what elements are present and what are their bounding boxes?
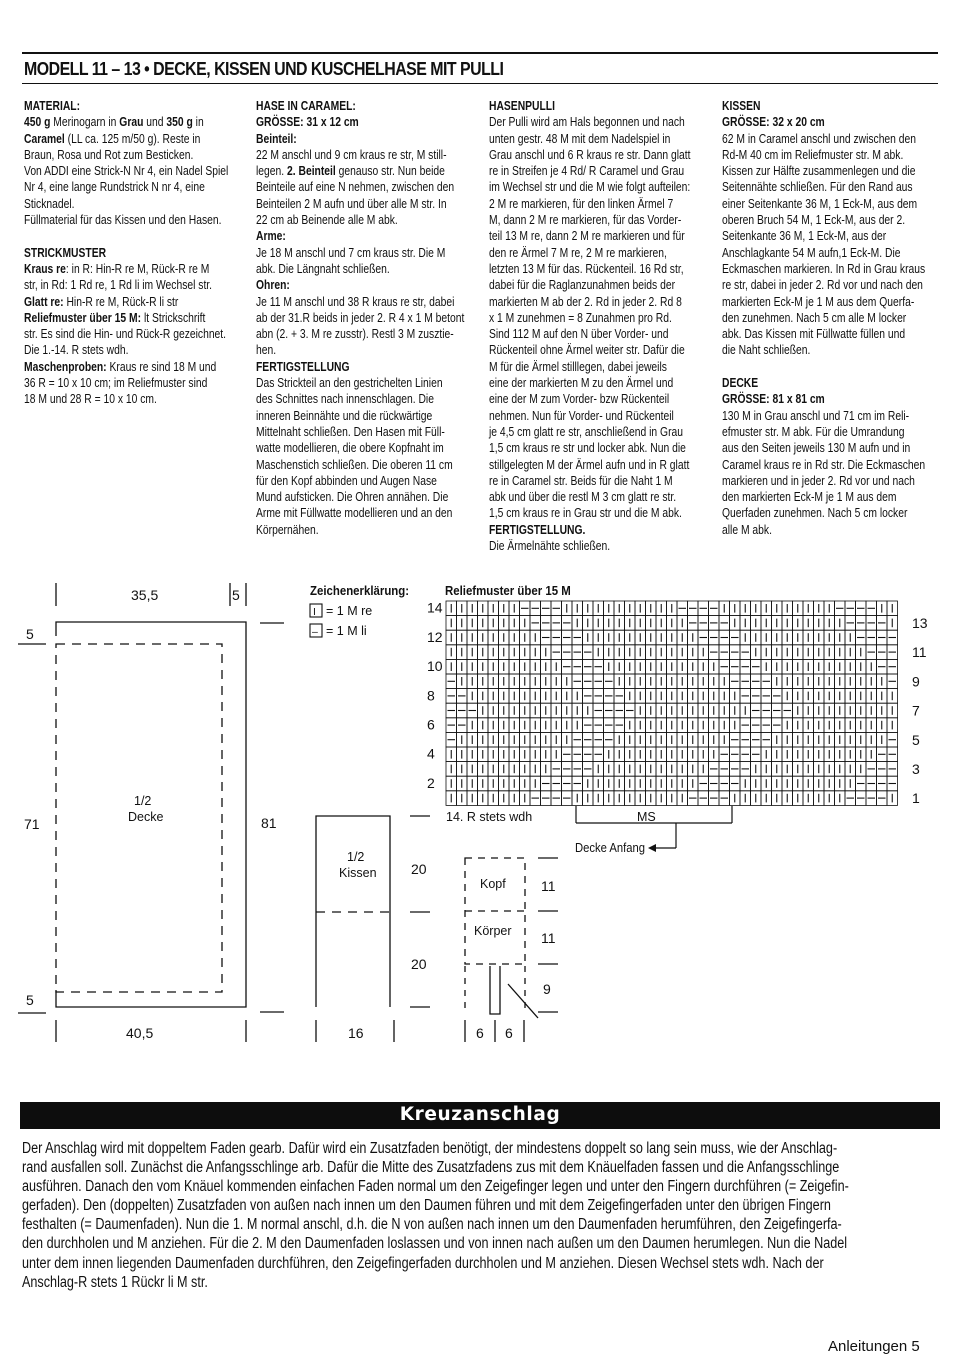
text-line: letzten 13 M für das. Rückenteil. 16 Rd str, — [489, 261, 684, 276]
text-line: unter dem innen liegenden Daumenfaden durchführen, den Zeigefingerfaden durchholen und M anziehen. Diesen Wechsel stets wdh. Nach der — [22, 1254, 824, 1272]
text-line: teil 13 M re, dann 2 M re markieren und für — [489, 229, 685, 244]
section-body — [22, 1139, 928, 1292]
text-line: aus den Seiten jeweils 130 M aufn und in — [722, 441, 911, 456]
text-line: abk. Das Kissen mit Füllwatte füllen und — [722, 327, 906, 342]
text-line: inneren Beinnähte und die rückwärtige — [256, 408, 433, 423]
legend-knit: = 1 M re — [326, 604, 373, 618]
section-heading: FERTIGSTELLUNG. — [489, 522, 586, 537]
text-line: eine der M zum Vorder- bzw Rückenteil — [489, 392, 670, 407]
blanket-right-dim: 81 — [261, 815, 277, 831]
text-line: Reliefmuster über 15 M: lt Strickschrift — [24, 310, 206, 325]
text-line: markieren und in jeder 2. Rd vor und nach — [722, 473, 915, 488]
text-line: re in Streifen je 4 Rd/ R Caramel und Grau — [489, 164, 685, 179]
blanket-top-dim: 35,5 — [131, 587, 159, 603]
text-line: ab der 31.R beids in jeder 2. R 4 x 1 M betont — [256, 310, 465, 325]
text-line: Beinteile auf eine N nehmen, zwischen den — [256, 180, 455, 195]
ms-label: MS — [637, 810, 656, 824]
text-line: Glatt re: Hin-R re M, Rück-R li str — [24, 294, 179, 309]
repeat-note: 14. R stets wdh — [446, 810, 533, 824]
chart-row-label: 7 — [912, 702, 920, 719]
blanket-top-right-dim: 5 — [232, 587, 240, 603]
pillow-right-top-dim: 20 — [411, 861, 427, 877]
bunny-body-label: Körper — [474, 924, 512, 938]
page-footer: Anleitungen 5 — [828, 1338, 920, 1355]
text-line: den markierten Eck-M je 1 M aus dem — [722, 490, 897, 505]
text-line: Grau anschl und 6 R kraus re str. Dann glatt — [489, 147, 691, 162]
chart-row-label: 13 — [912, 615, 928, 632]
bunny-head-dim: 11 — [541, 878, 556, 894]
text-line: Braun, Rosa und Rot zum Besticken. — [24, 147, 194, 162]
text-line: nehmen. Nun für Vorder- und Rückenteil — [489, 408, 674, 423]
text-line: 36 R = 10 x 10 cm; im Reliefmuster sind — [24, 376, 208, 391]
column-kissen-decke — [722, 98, 960, 538]
text-line: für den Kopf abbinden und Augen Nase — [256, 473, 437, 488]
text-line: abk und über die restl M 3 cm glatt re str. — [489, 490, 677, 505]
bunny-head-label: Kopf — [480, 877, 506, 891]
blanket-label-half: 1/2 — [134, 794, 152, 808]
chart-row-label: 8 — [427, 687, 435, 704]
text-line: Kissen zur Hälfte zusammenlegen und die — [722, 164, 916, 179]
text-line: 18 M und 28 R = 10 x 10 cm. — [24, 392, 157, 407]
text-line: 22 cm ab Beinende alle M abk. — [256, 213, 398, 228]
section-heading: Ohren: — [256, 278, 290, 293]
text-line: den re Ärmel 7 M re, 2 M re markieren, — [489, 245, 667, 260]
pillow-bottom-dim: 16 — [348, 1025, 364, 1041]
section-heading: GRÖSSE: 32 x 20 cm — [722, 115, 825, 130]
text-line: je 4,5 cm glatt re str, anschließend in Grau — [489, 424, 684, 439]
text-line: Seitennähte schließen. Für den Rand aus — [722, 180, 913, 195]
schematics — [0, 570, 960, 1050]
text-line: Der Pulli wird am Hals begonnen und nach — [489, 115, 685, 130]
text-line: 62 M in Caramel anschl und zwischen den — [722, 131, 917, 146]
pillow-right-bottom-dim: 20 — [411, 956, 427, 972]
section-title: Kreuzanschlag — [399, 1104, 561, 1125]
text-line: Der Anschlag wird mit doppeltem Faden gearb. Dafür wird ein Zusatzfaden benötigt, der mindestens doppelt so lang sein muss, wie der Anschlag- — [22, 1140, 838, 1157]
text-line: markierten Eck-M je 1 M aus dem Querfa- — [722, 294, 915, 309]
chart-row-label: 3 — [912, 761, 920, 778]
section-heading: HASE IN CARAMEL: — [256, 99, 356, 113]
blanket-bottom-dim: 40,5 — [126, 1025, 154, 1041]
text-line: dabei für die Raglanzunahmen beids der — [489, 278, 676, 293]
text-line: alle M abk. — [722, 522, 772, 537]
text-line: str, in Rd: 1 Rd re, 1 Rd li im Wechsel str. — [24, 278, 213, 293]
text-line: Körpernähen. — [256, 522, 319, 537]
text-line: 1,5 cm kraus re in Grau str und die M abk. — [489, 506, 682, 521]
section-heading: GRÖSSE: 31 x 12 cm — [256, 115, 359, 130]
section-heading: Arme: — [256, 229, 286, 244]
text-line: festhalten (= Daumenfaden). Nun die 1. M normal anschl, d.h. die N von außen nach innen um den Daumenfaden herumführen, den Zeigefingerfa- — [22, 1216, 842, 1234]
blanket-label: Decke — [128, 810, 164, 824]
text-line: den durchholen und M anziehen. Für die 2. M den Daumenfaden loslassen und von innen nach außen um den Daumen herumlegen. Nun die Nadel — [22, 1235, 848, 1253]
text-line: abn (2. + 3. M re zusstr). Restl 3 M zusztie- — [256, 327, 454, 342]
bunny-leg-dim: 9 — [543, 981, 551, 997]
text-line: watte modellieren, die obere Kopfnaht im — [256, 441, 444, 456]
text-line: Sticknadel. — [24, 196, 75, 211]
section-bar — [20, 1102, 940, 1129]
relief-chart — [446, 601, 898, 805]
text-line: re in Caramel str. Beids für die Naht 1 M — [489, 473, 673, 488]
text-line: Von ADDI eine Strick-N Nr 4, ein Nadel Spiel — [24, 164, 229, 179]
text-line: Je 11 M anschl und 38 R kraus re str, dabei — [256, 294, 455, 309]
text-line: 130 M in Grau anschl und 71 cm im Reli- — [722, 408, 910, 423]
title-rule — [22, 83, 938, 84]
text-line: 2 M re markieren, für den linken Ärmel 7 — [489, 196, 674, 211]
chart-row-label: 1 — [912, 790, 920, 807]
chart-row-label: 5 — [912, 731, 920, 748]
legend-symbol-purl: – — [312, 626, 318, 638]
column-material — [24, 98, 273, 408]
chart-row-label: 12 — [427, 628, 443, 645]
pillow-label: Kissen — [339, 866, 377, 880]
text-line: Arme mit Füllwatte modellieren und an den — [256, 506, 453, 521]
text-line: Caramel kraus re in Rd str. Die Eckmaschen — [722, 457, 926, 472]
chart-row-label: 10 — [427, 658, 443, 675]
text-line: Füllmaterial für das Kissen und den Hasen. — [24, 213, 222, 228]
text-line: den zunehmen. Nach 5 cm alle M locker — [722, 310, 907, 325]
column-hase — [256, 98, 510, 538]
text-line: rand ausfallen soll. Zunächst die Anfangsschlinge arb. Dafür die Mitte des Zusatzfadens zus mit dem Knäuelfaden fassen und die Anfangsschlinge — [22, 1159, 840, 1177]
section-heading: DECKE — [722, 376, 759, 391]
text-line: unten gestr. 48 M mit dem Nadelspiel in — [489, 131, 671, 146]
chart-title: Reliefmuster über 15 M — [445, 583, 571, 599]
chart-row-label: 2 — [427, 774, 435, 791]
chart-row-label: 11 — [912, 644, 927, 661]
text-line: eine der markierten M zu den Ärmel und — [489, 376, 674, 391]
blanket-left-mid-dim: 71 — [24, 816, 40, 832]
section-heading: HASENPULLI — [489, 99, 555, 113]
start-label: Decke Anfang — [575, 840, 645, 856]
text-line: x 1 M zunehmen = 8 Zunahmen pro Rd. — [489, 310, 672, 325]
text-line: gerfaden). Den (doppelten) Zusatzfaden von außen nach innen um den Daumen führen und mit dem Zeigefingerfaden unter den übrigen Fingern — [22, 1197, 831, 1215]
text-line: Beinteilen 2 M aufn und über alle M str. In — [256, 196, 447, 211]
text-line: markierten M ab der 2. Rd in jeder 2. Rd 8 — [489, 294, 682, 309]
top-rule — [22, 52, 938, 54]
text-line: str. Es sind die Hin- und Rück-R gezeichnet. — [24, 327, 227, 342]
text-line: Das Strickteil an den gestrichelten Linien — [256, 376, 443, 391]
text-line: 1,5 cm kraus re str und locker abk. Nun die — [489, 441, 686, 456]
section-heading: STRICKMUSTER — [24, 245, 107, 260]
text-line: Die 1.-14. R stets wdh. — [24, 343, 129, 358]
text-line: M, dann 2 M re markieren, für das Vorder- — [489, 213, 682, 228]
text-line: Caramel (LL ca. 125 m/50 g). Reste in — [24, 131, 201, 146]
bunny-body-dim: 11 — [541, 930, 556, 946]
text-line: abk. Die Längnaht schließen. — [256, 261, 390, 276]
section-heading: MATERIAL: — [24, 99, 81, 113]
text-line: Rückenteil ohne Ärmel weiter str. Dafür die — [489, 343, 685, 358]
legend-title: Zeichenerklärung: — [310, 583, 410, 599]
chart-row-label: 14 — [427, 599, 443, 616]
text-line: ausführen. Danach den vom Knäuel kommenden einfachen Faden normal um den Zeigefinger legen und unter den Fingern durchführen (= Zeigefin- — [22, 1178, 849, 1196]
text-line: Querfaden zunehmen. Nach 5 cm locker — [722, 506, 908, 521]
text-line: Kraus re: in R: Hin-R re M, Rück-R re M — [24, 261, 210, 276]
text-line: 450 g Merinogarn in Grau und 350 g in — [24, 115, 204, 130]
section-heading: Beinteil: — [256, 131, 297, 146]
blanket-left-bottom-dim: 5 — [26, 992, 34, 1008]
text-line: stillgelegten M der Ärmel aufn und in R glatt — [489, 457, 690, 472]
text-line: Die Ärmelnähte schließen. — [489, 539, 611, 554]
text-line: Maschenstich schließen. Die oberen 11 cm — [256, 457, 453, 472]
chart-row-label: 9 — [912, 673, 920, 690]
page-title: MODELL 11 – 13 • DECKE, KISSEN UND KUSCHELHASE MIT PULLI — [24, 58, 504, 79]
text-line: Mittelnaht schließen. Den Hasen mit Füll- — [256, 424, 445, 439]
bunny-bottom-dim-right: 6 — [505, 1025, 513, 1041]
text-line: Je 18 M anschl und 7 cm kraus str. Die M — [256, 245, 446, 260]
text-line: im Wechsel str und die M wie folgt aufteilen: — [489, 180, 691, 195]
text-line: Maschenproben: Kraus re sind 18 M und — [24, 359, 217, 374]
text-line: efmuster str. M abk. Für die Umrandung — [722, 424, 905, 439]
text-line: Rd-M 40 cm im Reliefmuster str. M abk. — [722, 147, 904, 162]
text-line: M für die Ärmel stilllegen, dabei jeweils — [489, 359, 667, 374]
text-line: oberen Bruch 54 M, 1 Eck-M, aus der 2. — [722, 213, 906, 228]
legend-symbol-knit: I — [313, 606, 316, 618]
section-heading: FERTIGSTELLUNG — [256, 359, 350, 374]
chart-row-label: 4 — [427, 745, 435, 762]
text-line: einer Seitenkante 36 M, 1 Eck-M, aus dem — [722, 196, 918, 211]
text-line: Nr 4, eine lange Rundstrick N nr 4, eine — [24, 180, 205, 195]
text-line: Seitenkante 36 M, 1 Eck-M, aus der — [722, 229, 887, 244]
text-line: Eckmaschen markieren. In Rd in Grau kraus — [722, 261, 926, 276]
text-line: hen. — [256, 343, 277, 358]
pillow-label-half: 1/2 — [347, 850, 365, 864]
section-heading: KISSEN — [722, 99, 761, 113]
bunny-bottom-dim-left: 6 — [476, 1025, 484, 1041]
text-line: des Schnittes nach innenschlagen. Die — [256, 392, 434, 407]
text-line: Mund aufsticken. Die Ohren annähen. Die — [256, 490, 449, 505]
section-heading: GRÖSSE: 81 x 81 cm — [722, 392, 825, 407]
legend-purl: = 1 M li — [326, 624, 367, 638]
chart-row-label: 6 — [427, 716, 435, 733]
text-line: Sind 112 M auf den N über Vorder- und — [489, 327, 669, 342]
blanket-left-top-dim: 5 — [26, 626, 34, 642]
text-line: re str, dabei in jeder 2. Rd vor und nach den — [722, 278, 923, 293]
text-line: die Naht schließen. — [722, 343, 811, 358]
text-line: Anschlagkante 54 M aufn,1 Eck-M. Die — [722, 245, 901, 260]
column-pulli — [489, 98, 735, 554]
text-line: Anschlag-R stets 1 Rückr li M str. — [22, 1273, 208, 1291]
text-line: 22 M anschl und 9 cm kraus re str, M still- — [256, 147, 447, 162]
text-line: legen. 2. Beinteil genauso str. Nun beide — [256, 164, 445, 179]
